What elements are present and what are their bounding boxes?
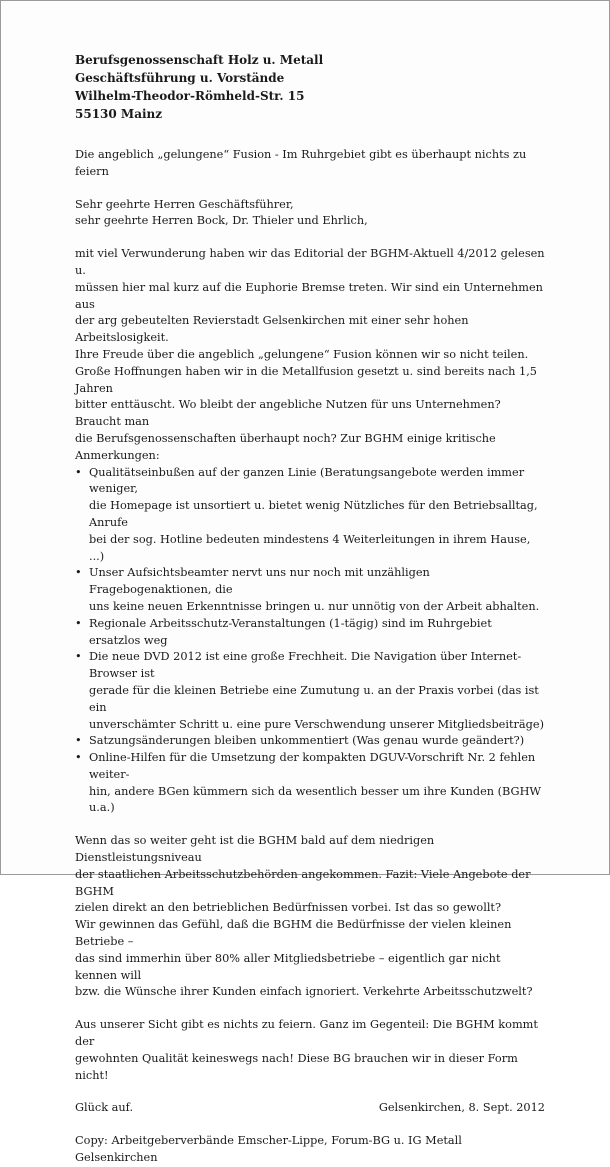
salutation-line: sehr geehrte Herren Bock, Dr. Thieler und Ehrlich, [75, 214, 368, 228]
intro-paragraph [75, 246, 545, 464]
address-line: 55130 Mainz [75, 107, 163, 121]
text-line: bitter enttäuscht. Wo bleibt der angebliche Nutzen für uns Unternehmen? Braucht man [75, 398, 501, 429]
conclusion-paragraph [75, 833, 545, 1001]
salutation-line: Sehr geehrte Herren Geschäftsführer, [75, 197, 294, 211]
text-line: der staatlichen Arbeitsschutzbehörden angekommen. Fazit: Viele Angebote der BGHM [75, 867, 531, 898]
text-line: • Unser Aufsichtsbeamter nervt uns nur noch mit unzähligen Fragebogenaktionen, die [89, 566, 430, 597]
recipient-address [75, 51, 545, 123]
text-line: Ihre Freude über die angeblich „gelungene“ Fusion können wir so nicht teilen. [75, 347, 529, 361]
list-item [75, 750, 545, 817]
text-line: • Die neue DVD 2012 ist eine große Frechheit. Die Navigation über Internet-Browser ist [89, 650, 522, 681]
list-item [75, 565, 545, 615]
text-line: unverschämter Schritt u. eine pure Verschwendung unserer Mitgliedsbeiträge) [89, 717, 544, 731]
text-line: gerade für die kleinen Betriebe eine Zumutung u. an der Praxis vorbei (das ist ein [89, 683, 539, 714]
text-line: Große Hoffnungen haben wir in die Metallfusion gesetzt u. sind bereits nach 1,5 Jahren [75, 364, 537, 395]
subject-line: Die angeblich „gelungene“ Fusion - Im Ruhrgebiet gibt es überhaupt nichts zu feiern [75, 148, 527, 178]
text-line: • Satzungsänderungen bleiben unkommentiert (Was genau wurde geändert?) [89, 734, 525, 748]
text-line: Aus unserer Sicht gibt es nichts zu feiern. Ganz im Gegenteil: Die BGHM kommt der [75, 1018, 538, 1049]
text-line: uns keine neuen Erkenntnisse bringen u. nur unnötig von der Arbeit abhalten. [89, 599, 540, 613]
text-line: mit viel Verwunderung haben wir das Editorial der BGHM-Aktuell 4/2012 gelesen u. [75, 247, 545, 277]
list-item [75, 649, 545, 733]
text-line: Wenn das so weiter geht ist die BGHM bald auf dem niedrigen Dienstleistungsniveau [75, 834, 435, 865]
text-line: bzw. die Wünsche ihrer Kunden einfach ignoriert. Verkehrte Arbeitsschutzwelt? [75, 985, 533, 999]
final-paragraph [75, 1017, 545, 1084]
farewell: Glück auf. [75, 1101, 134, 1115]
text-line: hin, andere BGen kümmern sich da wesentlich besser um ihre Kunden (BGHW u.a.) [89, 784, 542, 815]
copy-recipients: Copy: Arbeitgeberverbände Emscher-Lippe, Forum-BG u. IG Metall Gelsenkirchen [75, 1134, 462, 1165]
text-line: Wir gewinnen das Gefühl, daß die BGHM die Bedürfnisse der vielen kleinen Betriebe – [75, 918, 512, 949]
list-item [75, 465, 545, 566]
criticism-list [75, 465, 545, 818]
text-line: müssen hier mal kurz auf die Euphorie Bremse treten. Wir sind ein Unternehmen aus [75, 280, 543, 311]
text-line: • Online-Hilfen für die Umsetzung der kompakten DGUV-Vorschrift Nr. 2 fehlen weiter- [89, 751, 536, 781]
list-item [75, 616, 545, 650]
letter-content [75, 51, 545, 1167]
list-item [75, 733, 545, 750]
place-date: Gelsenkirchen, 8. Sept. 2012 [378, 1101, 545, 1115]
text-line: die Homepage ist unsortiert u. bietet wenig Nützliches für den Betriebsalltag, Anrufe [89, 499, 538, 529]
text-line: zielen direkt an den betrieblichen Bedürfnissen vorbei. Ist das so gewollt? [75, 901, 502, 915]
address-line: Wilhelm-Theodor-Römheld-Str. 15 [75, 89, 305, 103]
address-line: Geschäftsführung u. Vorstände [75, 71, 285, 85]
salutation [75, 197, 545, 231]
address-line: Berufsgenossenschaft Holz u. Metall [75, 53, 324, 67]
text-line: die Berufsgenossenschaften überhaupt noch? Zur BGHM einige kritische Anmerkungen: [75, 431, 496, 462]
text-line: • Qualitätseinbußen auf der ganzen Linie (Beratungsangebote werden immer weniger, [89, 465, 525, 496]
text-line: der arg gebeutelten Revierstadt Gelsenkirchen mit einer sehr hohen Arbeitslosigkeit. [75, 314, 469, 345]
text-line: bei der sog. Hotline bedeuten mindestens 4 Weiterleitungen in ihrem Hause, ...) [89, 532, 531, 563]
text-line: das sind immerhin über 80% aller Mitgliedsbetriebe – eigentlich gar nicht kennen will [75, 951, 501, 982]
text-line: • Regionale Arbeitsschutz-Veranstaltungen (1-tägig) sind im Ruhrgebiet ersatzlos weg [89, 616, 492, 647]
closing-row [75, 1100, 545, 1117]
text-line: gewohnten Qualität keineswegs nach! Diese BG brauchen wir in dieser Form nicht! [75, 1051, 518, 1082]
